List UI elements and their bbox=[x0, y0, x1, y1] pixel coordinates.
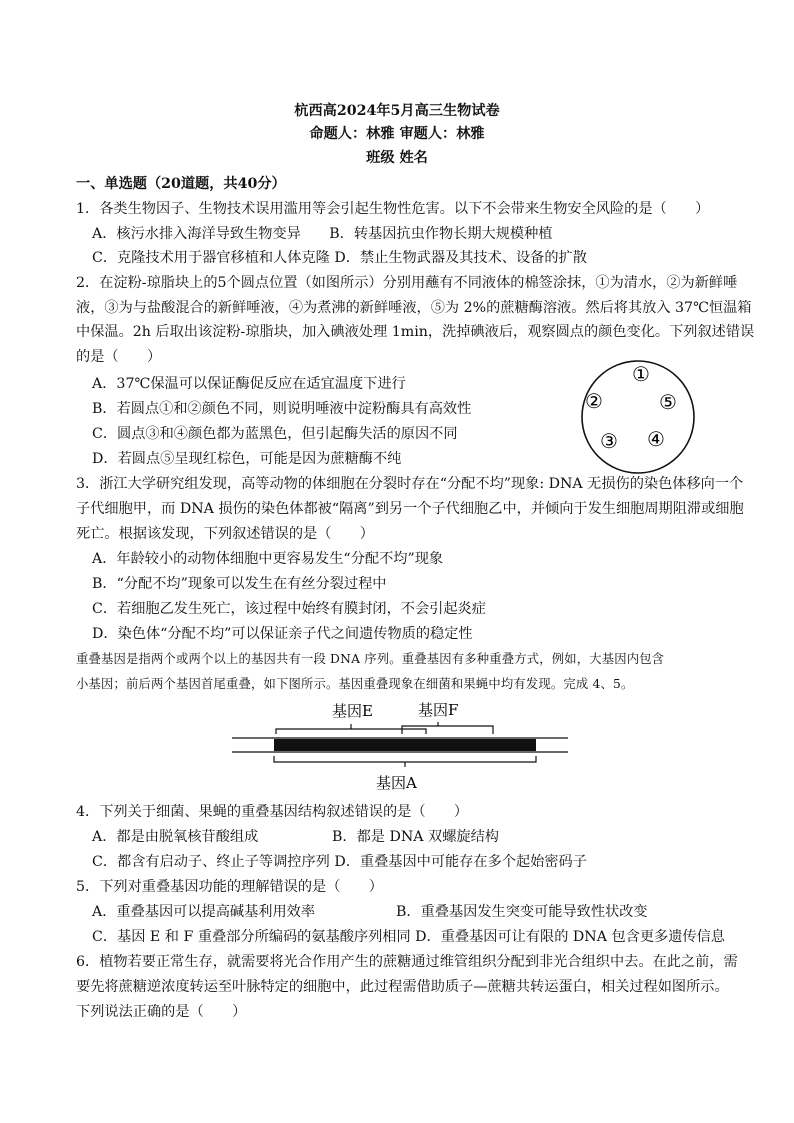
q3-option-a: A．年龄较小的动物体细胞中更容易发生“分配不均”现象 bbox=[92, 551, 444, 567]
q2-line4: 的是（ ） bbox=[76, 349, 162, 365]
q1-options-cd: C．克隆技术用于器官移植和人体克隆 D．禁止生物武器及其技术、设备的扩散 bbox=[92, 250, 587, 266]
gene-a-brace bbox=[274, 756, 536, 762]
gene-a-label: 基因A bbox=[376, 774, 417, 792]
spot-5: ⑤ bbox=[659, 390, 677, 414]
q6-line2: 要先将蔗糖逆浓度转运至叶脉特定的细胞中，此过程需借助质子—蔗糖共转运蛋白，相关过程如图所示。 bbox=[76, 979, 729, 995]
q3-option-d: D．染色体“分配不均”可以保证亲子代之间遗传物质的稳定性 bbox=[92, 626, 473, 642]
q3-line2: 子代细胞甲，而 DNA 损伤的染色体都被“隔离”到另一个子代细胞乙中，并倾向于发生细胞周期阻滞或细胞 bbox=[76, 501, 744, 517]
q2-line1: 2．在淀粉-琼脂块上的5个圆点位置（如图所示）分别用蘸有不同液体的棉签涂抹，①为清水，②为新鲜唾 bbox=[76, 275, 738, 291]
q6-line1: 6．植物若要正常生存，就需要将光合作用产生的蔗糖通过维管组织分配到非光合组织中去。在此之前，需 bbox=[76, 954, 738, 970]
gene-f-brace bbox=[402, 726, 493, 734]
overlap-gene-intro-line2: 小基因；前后两个基因首尾重叠，如下图所示。基因重叠现象在细菌和果蝇中均有发现。完成 4、5。 bbox=[76, 677, 634, 691]
q4-option-b: B．都是 DNA 双螺旋结构 bbox=[332, 829, 499, 845]
q5-stem: 5．下列对重叠基因功能的理解错误的是（ ） bbox=[76, 879, 383, 895]
spot-4: ④ bbox=[647, 427, 665, 451]
q2-line2: 液，③为与盐酸混合的新鲜唾液，④为煮沸的新鲜唾液，⑤为 2%的蔗糖酶溶液。然后将其放入 37℃恒温箱 bbox=[76, 300, 752, 316]
q3-line3: 死亡。根据该发现，下列叙述错误的是（ ） bbox=[76, 526, 374, 542]
q2-option-b: B．若圆点①和②颜色不同，则说明唾液中淀粉酶具有高效性 bbox=[92, 401, 472, 417]
q4-option-a: A．都是由脱氧核苷酸组成 bbox=[92, 829, 259, 845]
q4-options-cd: C．都含有启动子、终止子等调控序列 D．重叠基因中可能存在多个起始密码子 bbox=[92, 854, 587, 870]
q1-options-ab: A．核污水排入海洋导致生物变异 B．转基因抗虫作物长期大规模种植 bbox=[92, 226, 553, 242]
q1-stem: 1．各类生物因子、生物技术误用滥用等会引起生物性危害。以下不会带来生物安全风险的是（ ） bbox=[76, 201, 710, 217]
q2-option-c: C．圆点③和④颜色都为蓝黑色，但引起酶失活的原因不同 bbox=[92, 426, 458, 442]
overlap-gene-intro-line1: 重叠基因是指两个或两个以上的基因共有一段 DNA 序列。重叠基因有多种重叠方式，例如，大基因内包含 bbox=[76, 652, 665, 666]
gene-e-brace bbox=[276, 729, 426, 734]
exam-authors: 命题人：林雅 审题人：林雅 bbox=[309, 126, 485, 142]
agar-block-figure bbox=[567, 357, 709, 477]
q5-option-b: B．重叠基因发生突变可能导致性状改变 bbox=[396, 904, 648, 920]
q3-option-b: B．“分配不均”现象可以发生在有丝分裂过程中 bbox=[92, 576, 387, 592]
q6-line3: 下列说法正确的是（ ） bbox=[76, 1004, 247, 1020]
q3-option-c: C．若细胞乙发生死亡，该过程中始终有膜封闭，不会引起炎症 bbox=[92, 601, 486, 617]
q2-line3: 中保温。2h 后取出该淀粉-琼脂块，加入碘液处理 1min，洗掉碘液后，观察圆点的颜色变化。下列叙述错误 bbox=[76, 324, 755, 340]
q5-option-a: A．重叠基因可以提高碱基利用效率 bbox=[92, 904, 316, 920]
q2-option-a: A．37℃保温可以保证酶促反应在适宜温度下进行 bbox=[92, 376, 406, 392]
gene-a-band bbox=[274, 739, 536, 751]
exam-title: 杭西高2024年5月高三生物试卷 bbox=[294, 103, 500, 119]
spot-1: ① bbox=[632, 362, 650, 386]
q4-stem: 4．下列关于细菌、果蝇的重叠基因结构叙述错误的是（ ） bbox=[76, 804, 469, 820]
spot-3: ③ bbox=[600, 429, 618, 453]
gene-e-label: 基因E bbox=[332, 702, 373, 720]
section-heading: 一、单选题（20道题，共40分） bbox=[76, 176, 286, 192]
class-name-line: 班级 姓名 bbox=[366, 150, 428, 166]
overlap-gene-figure bbox=[230, 696, 570, 796]
gene-f-label: 基因F bbox=[418, 701, 459, 719]
q5-options-cd: C．基因 E 和 F 重叠部分所编码的氨基酸序列相同 D．重叠基因可让有限的 DNA 包含更多遗传信息 bbox=[92, 929, 725, 945]
q3-line1: 3．浙江大学研究组发现，高等动物的体细胞在分裂时存在“分配不均”现象: DNA 无损伤的染色体移向一个 bbox=[76, 476, 744, 492]
spot-2: ② bbox=[585, 389, 603, 413]
q2-option-d: D．若圆点⑤呈现红棕色，可能是因为蔗糖酶不纯 bbox=[92, 451, 402, 467]
